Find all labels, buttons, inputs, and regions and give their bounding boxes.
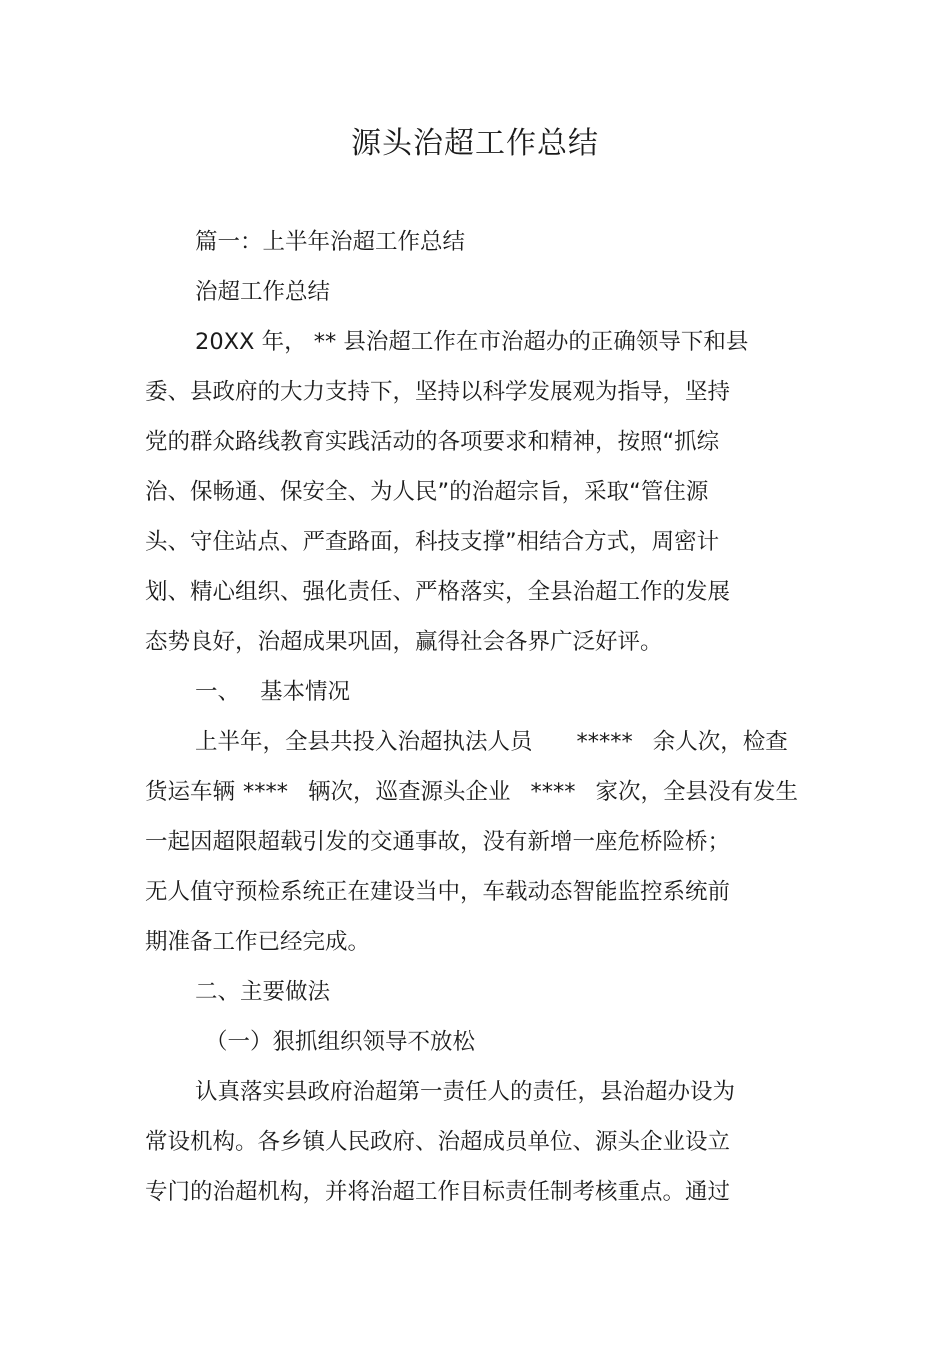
paragraph-line: 常设机构。各乡镇人民政府、治超成员单位、源头企业设立: [145, 1129, 731, 1155]
heading-number: 一、: [195, 679, 241, 705]
masked-number: *****: [576, 729, 633, 755]
text-segment: 家次，全县没有发生: [595, 779, 799, 805]
text-segment: 上半年，全县共投入治超执法人员: [195, 729, 533, 755]
section-heading-basic: [195, 676, 350, 708]
section-heading: 篇一：上半年治超工作总结: [195, 229, 466, 255]
paragraph-line: 无人值守预检系统正在建设当中，车载动态智能监控系统前: [145, 879, 731, 905]
paragraph-line: 20XX 年， ** 县治超工作在市治超办的正确领导下和县: [195, 329, 749, 355]
subheading: 治超工作总结: [195, 279, 331, 305]
paragraph-line: [195, 726, 788, 758]
paragraph-line: 党的群众路线教育实践活动的各项要求和精神，按照“抓综: [145, 429, 720, 455]
paragraph-line: 委、县政府的大力支持下，坚持以科学发展观为指导，坚持: [145, 379, 731, 405]
paragraph-line: 一起因超限超载引发的交通事故，没有新增一座危桥险桥；: [145, 829, 731, 855]
paragraph-line: 态势良好，治超成果巩固，赢得社会各界广泛好评。: [145, 629, 663, 655]
paragraph-line: 期准备工作已经完成。: [145, 929, 371, 955]
paragraph-line: 认真落实县政府治超第一责任人的责任，县治超办设为: [195, 1079, 736, 1105]
text-segment: 余人次，检查: [652, 729, 788, 755]
subsection-heading: （一）狠抓组织领导不放松: [205, 1029, 476, 1055]
masked-number: ****: [243, 779, 289, 805]
heading-text: 基本情况: [260, 679, 351, 705]
paragraph-line: 治、保畅通、保安全、为人民”的治超宗旨，采取“管住源: [145, 479, 709, 505]
paragraph-line: 头、守住站点、严查路面，科技支撑”相结合方式，周密计: [145, 529, 720, 555]
section-heading-methods: 二、主要做法: [195, 979, 331, 1005]
paragraph-line: [145, 776, 798, 808]
paragraph-line: 专门的治超机构，并将治超工作目标责任制考核重点。通过: [145, 1179, 731, 1205]
masked-number: ****: [530, 779, 576, 805]
document-title: 源头治超工作总结: [351, 126, 599, 161]
text-segment: 货运车辆: [145, 779, 236, 805]
text-segment: 辆次，巡查源头企业: [308, 779, 511, 805]
paragraph-line: 划、精心组织、强化责任、严格落实，全县治超工作的发展: [145, 579, 731, 605]
